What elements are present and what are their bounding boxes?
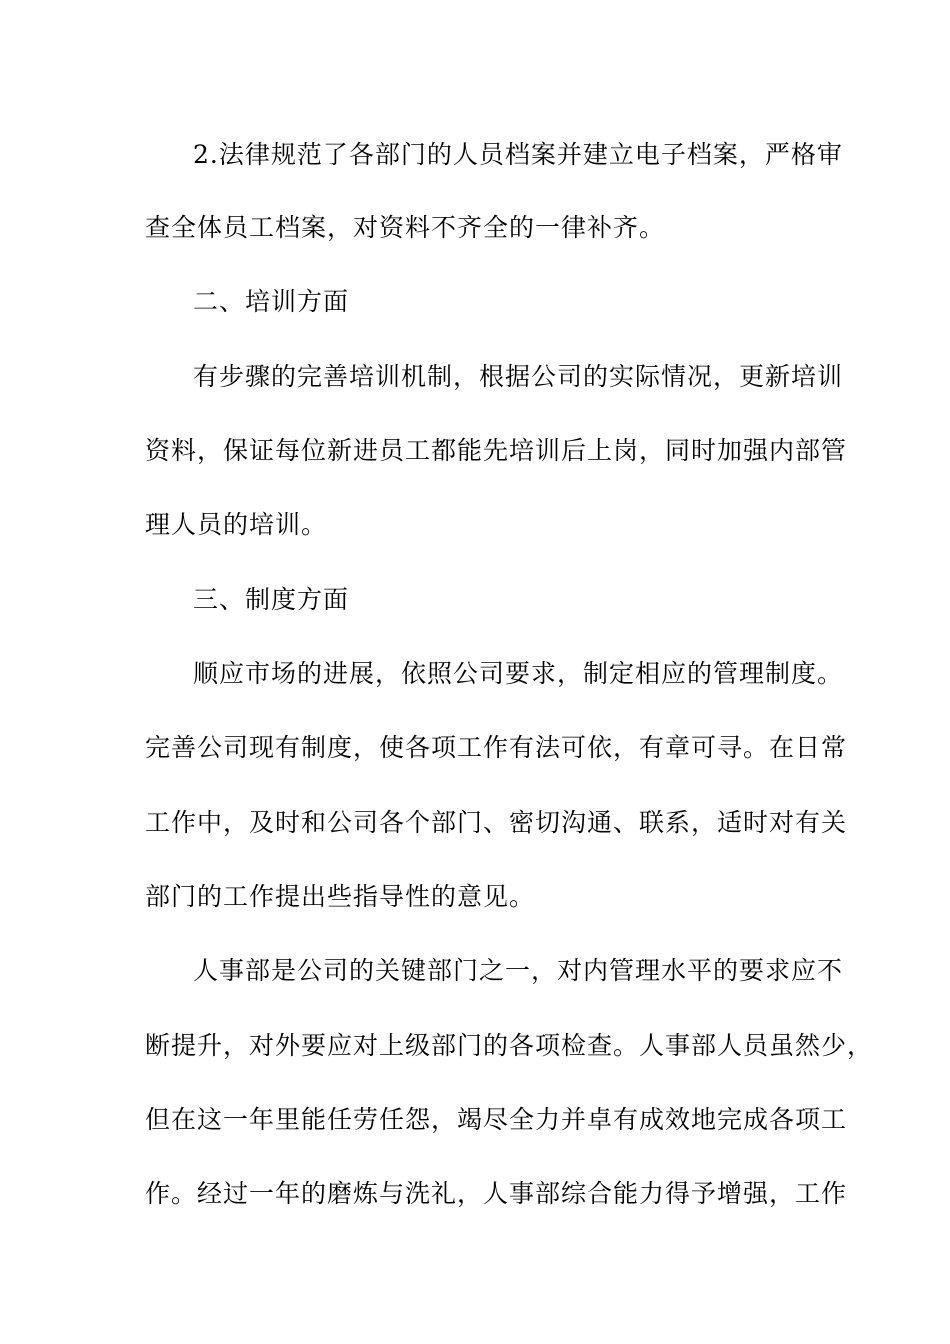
paragraph-line: 工作中，及时和公司各个部门、密切沟通、联系，适时对有关 [145, 808, 848, 837]
paragraph-line: 2.法律规范了各部门的人员档案并建立电子档案，严格审 [193, 140, 843, 169]
paragraph-line: 理人员的培训。 [145, 510, 328, 539]
paragraph-line: 资料，保证每位新进员工都能先培训后上岗，同时加强内部管 [145, 436, 848, 465]
paragraph-line: 完善公司现有制度，使各项工作有法可依，有章可寻。在日常 [145, 733, 848, 762]
paragraph-line: 顺应市场的进展，依照公司要求，制定相应的管理制度。 [193, 659, 844, 688]
paragraph-line: 部门的工作提出些指导性的意见。 [145, 882, 536, 911]
paragraph-line: 但在这一年里能任劳任怨，竭尽全力并卓有成效地完成各项工 [145, 1105, 848, 1134]
paragraph-line: 作。经过一年的磨炼与洗礼，人事部综合能力得予增强，工作 [145, 1179, 848, 1208]
paragraph-line: 人事部是公司的关键部门之一，对内管理水平的要求应不 [193, 956, 844, 985]
paragraph-line: 查全体员工档案，对资料不齐全的一律补齐。 [145, 213, 666, 242]
paragraph-line: 有步骤的完善培训机制，根据公司的实际情况，更新培训 [193, 362, 844, 391]
paragraph-line: 断提升，对外要应对上级部门的各项检查。人事部人员虽然少， [145, 1031, 874, 1060]
section-heading: 三、制度方面 [193, 585, 350, 614]
section-heading: 二、培训方面 [193, 287, 350, 316]
